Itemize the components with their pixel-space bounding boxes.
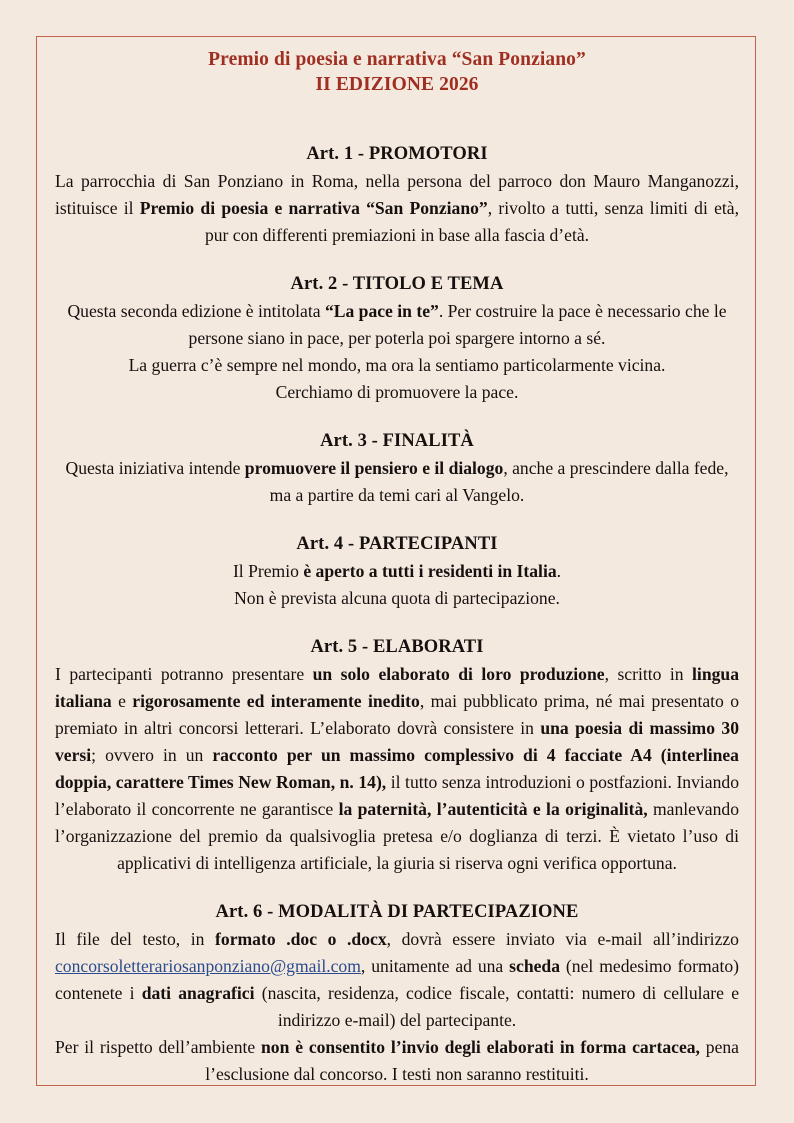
body-text: , unitamente ad una [360, 956, 510, 976]
body-text: . [556, 561, 562, 581]
body-text: Il file del testo, in [55, 929, 216, 949]
body-text: La parrocchia di San Ponziano in Roma, nella persona del parroco don Mauro Manganozzi, istituisce il [55, 171, 739, 218]
emphasis-text: un solo elaborato di loro produzione [312, 664, 605, 684]
emphasis-text: Premio di poesia e narrativa “San Ponziano” [139, 198, 488, 218]
emphasis-text: promuovere il pensiero e il dialogo [244, 458, 504, 478]
article-heading: Art. 3 - FINALITÀ [320, 431, 474, 451]
document-content [55, 47, 739, 1088]
article-paragraph [55, 926, 739, 1034]
body-text: , scritto in [604, 664, 693, 684]
emphasis-text: è aperto a tutti i residenti in Italia [303, 561, 557, 581]
emphasis-text: formato .doc o .docx [215, 929, 387, 949]
body-text: manlevando l’organizzazione del premio da qualsivoglia pretesa e/o doglianza di terzi. È vietato l’uso di applicativi di intelligenza artificiale, la giuria si riserva ogni verifica opportuna. [55, 799, 739, 873]
emphasis-text: scheda [509, 956, 561, 976]
body-text: , mai pubblicato prima, né mai presentato o premiato in altri concorsi letterari. L’elaborato dovrà consistere in [55, 691, 740, 738]
body-text: I partecipanti potranno presentare [55, 664, 313, 684]
article-heading: Art. 2 - TITOLO E TEMA [290, 274, 504, 294]
body-text: Questa iniziativa intende [65, 458, 245, 478]
article-paragraph [55, 585, 739, 612]
body-text: e [111, 691, 133, 711]
article-heading: Art. 6 - MODALITÀ DI PARTECIPAZIONE [215, 902, 579, 922]
body-text: Non è prevista alcuna quota di partecipazione. [234, 588, 560, 608]
body-text: . Per costruire la pace è necessario che le persone siano in pace, per poterla poi spargere intorno a sé. [188, 301, 727, 348]
body-text: Il Premio [232, 561, 304, 581]
emphasis-text: la paternità, l’autenticità e la originalità, [338, 799, 648, 819]
article-paragraph [55, 168, 739, 249]
body-text: Questa seconda edizione è intitolata [67, 301, 325, 321]
article-paragraph [55, 352, 739, 379]
emphasis-text: una poesia di massimo 30 versi [55, 718, 739, 765]
email-link[interactable]: concorsoletterariosanponziano@gmail.com [55, 956, 361, 976]
body-text: pena l’esclusione dal concorso. I testi non saranno restituiti. [205, 1037, 739, 1084]
article-paragraph [55, 298, 739, 352]
title-line-2: II EDIZIONE 2026 [315, 74, 479, 95]
body-text: il tutto senza introduzioni o postfazioni. Inviando l’elaborato il concorrente ne garantisce [55, 772, 739, 819]
article-paragraph [55, 558, 739, 585]
body-text: (nel medesimo formato) contenete i [55, 956, 739, 1003]
title-line-1: Premio di poesia e narrativa “San Ponziano” [208, 49, 586, 70]
body-text: ; ovvero in un [91, 745, 213, 765]
article-heading: Art. 4 - PARTECIPANTI [296, 534, 498, 554]
article-paragraph [55, 1034, 739, 1088]
article-body [55, 558, 739, 612]
body-text: , rivolto a tutti, senza limiti di età, pur con differenti premiazioni in base alla fascia d’età. [204, 198, 739, 245]
emphasis-text: dati anagrafici [141, 983, 255, 1003]
article-body [55, 168, 739, 249]
article-body [55, 926, 739, 1088]
emphasis-text: lingua italiana [55, 664, 739, 711]
body-text: (nascita, residenza, codice fiscale, contatti: numero di cellulare e indirizzo e-mail) del partecipante. [254, 983, 739, 1030]
article-body [55, 455, 739, 509]
emphasis-text: rigorosamente ed interamente inedito [132, 691, 420, 711]
emphasis-text: “La pace in te” [324, 301, 439, 321]
article-paragraph [55, 455, 739, 509]
body-text: , anche a prescindere dalla fede, ma a partire da temi cari al Vangelo. [269, 458, 729, 505]
document-title [55, 47, 739, 97]
body-text: Per il rispetto dell’ambiente [55, 1037, 262, 1057]
article-body [55, 661, 739, 877]
body-text: , dovrà essere inviato via e-mail all’indirizzo [386, 929, 739, 949]
article-paragraph [55, 661, 739, 877]
article-paragraph [55, 379, 739, 406]
article-heading: Art. 5 - ELABORATI [310, 637, 484, 657]
article-heading: Art. 1 - PROMOTORI [306, 144, 488, 164]
body-text: La guerra c’è sempre nel mondo, ma ora la sentiamo particolarmente vicina. [128, 355, 666, 375]
articles-container [55, 141, 739, 1088]
emphasis-text: racconto per un massimo complessivo di 4 facciate A4 (interlinea doppia, carattere Times New Roman, n. 14), [55, 745, 739, 792]
article-body [55, 298, 739, 406]
emphasis-text: non è consentito l’invio degli elaborati in forma cartacea, [261, 1037, 700, 1057]
body-text: Cerchiamo di promuovere la pace. [275, 382, 519, 402]
